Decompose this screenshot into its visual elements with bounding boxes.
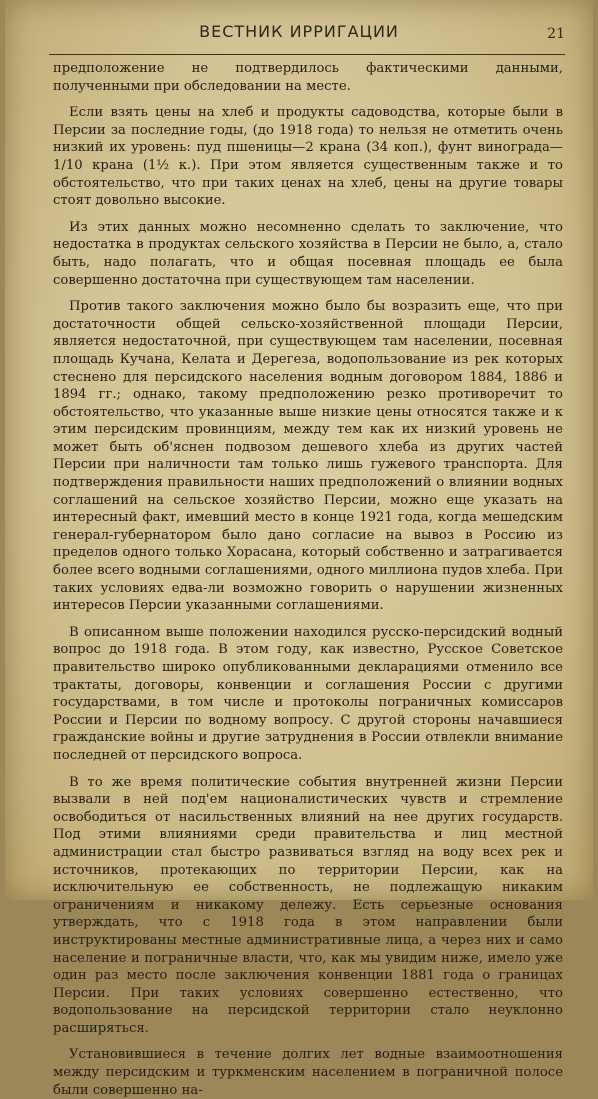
header-divider [49, 54, 565, 55]
journal-page [5, 0, 593, 1098]
page-number: 21 [547, 26, 565, 42]
running-header [5, 12, 593, 46]
paragraph-5: В описанном выше положении находился русско-персидский водный вопрос до 1918 года. В этом году, как известно, Русское Советское правительство широко опубликованными декларациями отменило все трактаты, договоры, конвенции и соглашения России с другими государствами, в том числе и протоколы пограничных комиссаров России и Персии по водному вопросу. С другой стороны начавшиеся гражданские войны и другие затруднения в России отвлекли внимание последней от персидского вопроса. [53, 624, 563, 763]
paragraph-2: Если взять цены на хлеб и продукты садоводства, которые были в Персии за последние годы, (до 1918 года) то нельзя не отметить очень низкий их уровень: пуд пшеницы—2 крана (34 коп.), фунт винограда—1/10 крана (1½ к.). При этом является существенным также и то обстоятельство, что при таких ценах на хлеб, цены на другие товары стоят довольно высокие. [53, 105, 563, 209]
paragraph-7: Установившиеся в течение долгих лет водные взаимоотношения между персидским и туркменским населением в пограничной полосе были совершенно на- [53, 1047, 563, 1098]
paragraph-6: В то же время политические события внутренней жизни Персии вызвали в ней под'ем националистических чувств и стремление освободиться от насильственных влияний на нее других государств. Под этими влияниями среди правительства и лиц местной администрации стал быстро развиваться взгляд на воду всех рек и источников, протекающих по территории Персии, как на исключительную ее собственность, не подлежащую никаким ограничениям и никакому дележу. Есть серьезные основания утверждать, что с 1918 года в этом направлении были инструктированы местные административные лица, а через них и само население и пограничные власти, что, как мы увидим ниже, имело уже один раз место после заключения конвенции 1881 года о границах Персии. При таких условиях совершенно естественно, что водопользование на персидской территории стало неуклонно расширяться. [53, 774, 563, 1036]
paragraph-1: предположение не подтвердилось фактическими данными, полученными при обследовании на месте. [53, 61, 563, 94]
paragraph-3: Из этих данных можно несомненно сделать то заключение, что недостатка в продуктах сельского хозяйства в Персии не было, а, стало быть, надо полагать, что и общая посевная площадь ее была совершенно достаточна при существующем там населении. [53, 219, 563, 288]
paragraph-4: Против такого заключения можно было бы возразить еще, что при достаточности общей сельско-хозяйственной площади Персии, является недостаточной, при существующем там населении, посевная площадь Кучана, Келата и Дерегеза, водопользование из рек которых стеснено для персидского населения водным договором 1884, 1886 и 1894 гг.; однако, такому предположению резко противоречит то обстоятельство, что указанные выше низкие цены относятся также и к этим персидским провинциям, между тем как их низкий уровень не может быть об'яснен подвозом дешевого хлеба из других частей Персии при наличности там только лишь гужевого транспорта. Для подтверждения правильности наших предположений о влиянии водных соглашений на сельское хозяйство Персии, можно еще указать на интересный факт, имевший место в конце 1921 года, когда мешедским генерал-губернатором было дано согласие на вывоз в Россию из пределов одного только Хорасана, который собственно и затрагивается более всего водными соглашениями, одного миллиона пудов хлеба. При таких условиях едва-ли возможно говорить о нарушении жизненных интересов Персии указанными соглашениями. [53, 299, 563, 614]
article-body [53, 60, 563, 1099]
journal-title: ВЕСТНИК ИРРИГАЦИИ [199, 22, 399, 41]
